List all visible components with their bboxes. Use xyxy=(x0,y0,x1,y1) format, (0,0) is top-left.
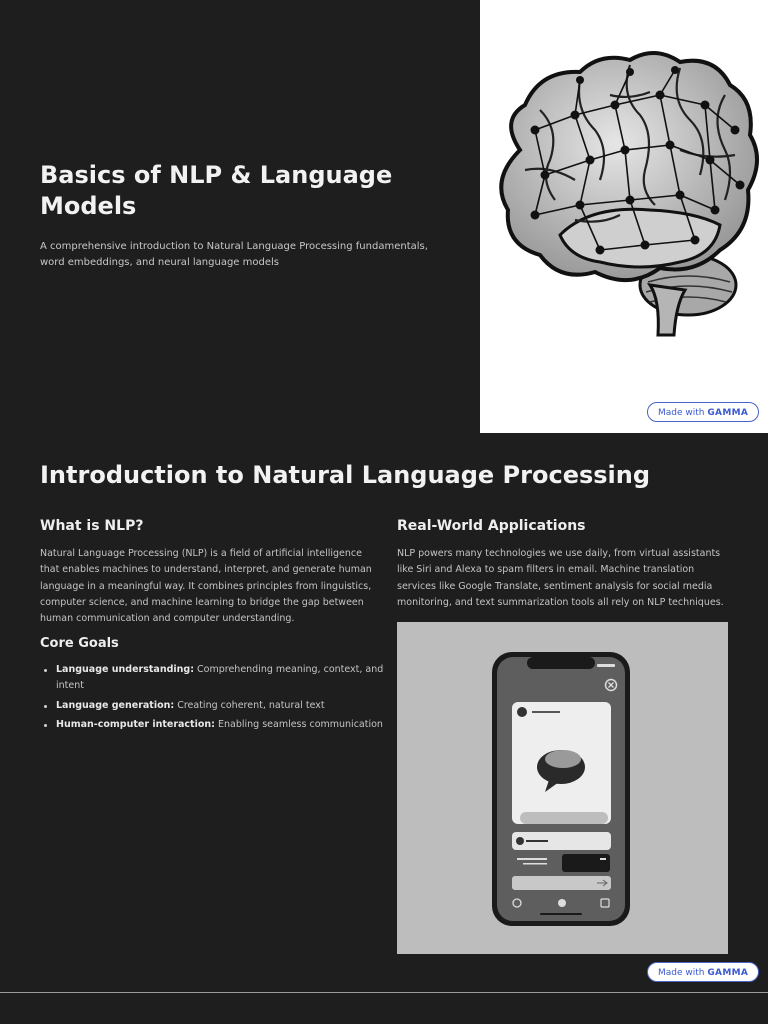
smartphone-illustration xyxy=(397,622,728,954)
brain-illustration xyxy=(480,0,768,433)
core-goals-heading: Core Goals xyxy=(40,636,119,651)
made-with-label: Made with xyxy=(658,968,705,978)
what-is-nlp-body: Natural Language Processing (NLP) is a field of artificial intelligence that enables machines to understand, interpret, and generate human language in a meaningful way. It combines principles from linguistics, computer science, and machine learning to bridge the gap between human communication and computer understanding. xyxy=(40,548,372,625)
list-item xyxy=(56,662,391,695)
made-with-gamma-badge[interactable] xyxy=(647,402,759,422)
made-with-label: Made with xyxy=(658,408,705,418)
gamma-logo: GAMMA xyxy=(707,968,749,978)
goal-label: Language generation: xyxy=(56,699,175,711)
goal-label: Language understanding: xyxy=(56,664,194,675)
gamma-logo: GAMMA xyxy=(707,408,749,418)
next-slide xyxy=(0,993,768,1024)
title-slide xyxy=(0,0,768,433)
list-item xyxy=(56,698,391,714)
made-with-gamma-badge[interactable] xyxy=(647,962,759,982)
applications-body: NLP powers many technologies we use daily, from virtual assistants like Siri and Alexa to spam filters in email. Machine translation services like Google Translate, sentiment analysis for social media monitoring, and text summarization tools all rely on NLP techniques. xyxy=(397,548,724,608)
brain-network-icon xyxy=(480,0,768,433)
real-world-applications-heading: Real-World Applications xyxy=(397,518,586,534)
slide-subtitle: A comprehensive introduction to Natural Language Processing fundamentals, word embeddings, and neural language models xyxy=(40,241,428,268)
slide-title: Basics of NLP & Language Models xyxy=(40,161,393,220)
goal-text: Comprehending meaning, context, and intent xyxy=(56,664,384,692)
goal-label: Human-computer interaction: xyxy=(56,718,215,730)
smartphone-chat-icon xyxy=(397,622,728,954)
intro-slide xyxy=(0,433,768,992)
list-item xyxy=(56,717,391,733)
what-is-nlp-heading: What is NLP? xyxy=(40,518,144,534)
goal-text: Creating coherent, natural text xyxy=(174,699,325,711)
section-title: Introduction to Natural Language Processing xyxy=(40,461,651,489)
goal-text: Enabling seamless communication xyxy=(214,718,383,730)
core-goals-list xyxy=(40,662,391,736)
